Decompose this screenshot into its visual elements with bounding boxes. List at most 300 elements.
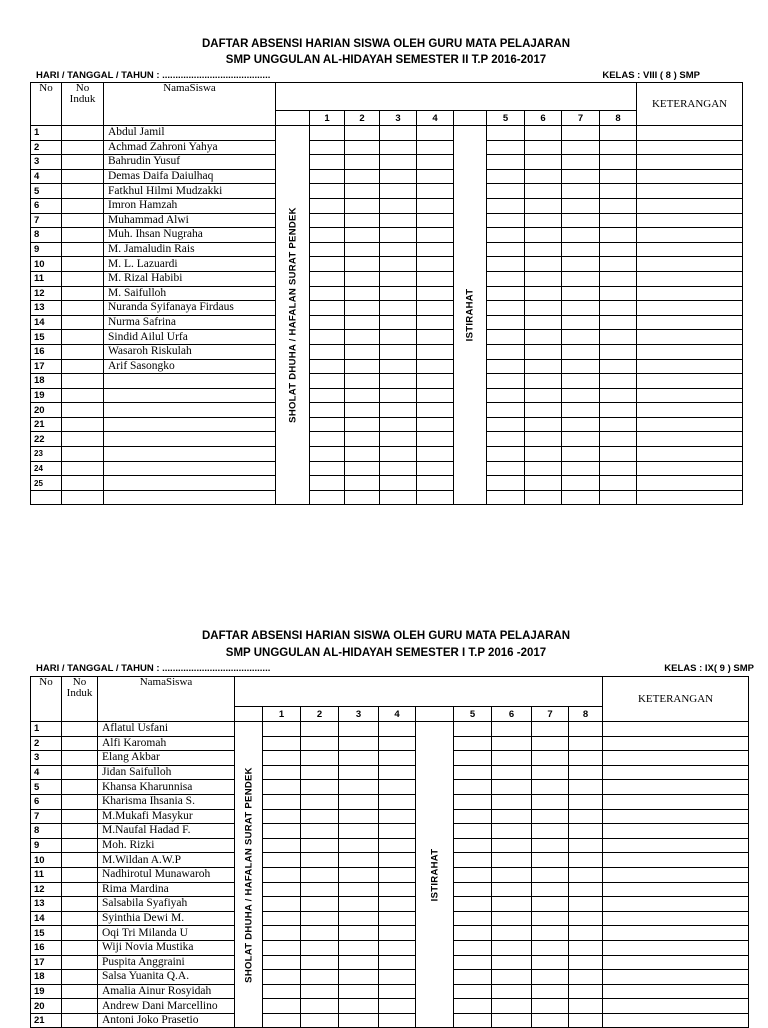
attendance-cell bbox=[417, 126, 454, 141]
attendance-cell bbox=[379, 751, 416, 766]
header-keterangan: KETERANGAN bbox=[603, 677, 749, 722]
attendance-cell bbox=[345, 198, 380, 213]
attendance-cell bbox=[487, 461, 525, 476]
attendance-cell bbox=[569, 722, 603, 737]
row-number: 16 bbox=[31, 344, 62, 359]
attendance-cell bbox=[339, 911, 379, 926]
attendance-cell bbox=[310, 476, 345, 491]
attendance-cell bbox=[310, 169, 345, 184]
table-row bbox=[31, 838, 749, 853]
attendance-cell bbox=[301, 794, 339, 809]
table-row bbox=[31, 1013, 749, 1028]
attendance-cell bbox=[600, 461, 637, 476]
row-number: 22 bbox=[31, 432, 62, 447]
attendance-cell bbox=[562, 242, 600, 257]
attendance-cell bbox=[454, 853, 492, 868]
table-row bbox=[31, 359, 743, 374]
table-row bbox=[31, 999, 749, 1014]
attendance-cell bbox=[492, 794, 532, 809]
attendance-cell bbox=[301, 736, 339, 751]
attendance-cell bbox=[345, 213, 380, 228]
attendance-cell bbox=[532, 780, 569, 795]
attendance-cell bbox=[263, 897, 301, 912]
attendance-cell bbox=[339, 970, 379, 985]
attendance-cell bbox=[532, 809, 569, 824]
attendance-cell bbox=[263, 853, 301, 868]
table-row bbox=[31, 780, 749, 795]
attendance-cell bbox=[532, 838, 569, 853]
no-induk-cell bbox=[62, 824, 98, 839]
table-row bbox=[31, 228, 743, 243]
row-number: 2 bbox=[31, 140, 62, 155]
keterangan-cell bbox=[603, 999, 749, 1014]
attendance-cell bbox=[525, 330, 562, 345]
student-name: M. Jamaludin Rais bbox=[104, 242, 276, 257]
keterangan-cell bbox=[637, 476, 743, 491]
attendance-cell bbox=[339, 853, 379, 868]
attendance-cell bbox=[569, 780, 603, 795]
attendance-cell bbox=[492, 722, 532, 737]
keterangan-cell bbox=[637, 271, 743, 286]
no-induk-cell bbox=[62, 794, 98, 809]
attendance-cell bbox=[379, 780, 416, 795]
attendance-sheet-2 bbox=[30, 590, 754, 1027]
attendance-cell bbox=[301, 824, 339, 839]
attendance-cell bbox=[417, 315, 454, 330]
keterangan-cell bbox=[637, 374, 743, 389]
row-number bbox=[31, 490, 62, 505]
attendance-cell bbox=[380, 315, 417, 330]
attendance-cell bbox=[454, 751, 492, 766]
attendance-cell bbox=[600, 140, 637, 155]
date-label: HARI / TANGGAL / TAHUN : ......................................... bbox=[36, 663, 271, 674]
row-number: 20 bbox=[31, 999, 62, 1014]
attendance-cell bbox=[310, 315, 345, 330]
attendance-cell bbox=[339, 867, 379, 882]
student-name: Nuranda Syifanaya Firdaus bbox=[104, 301, 276, 316]
attendance-cell bbox=[525, 432, 562, 447]
attendance-cell bbox=[301, 984, 339, 999]
table-row bbox=[31, 476, 743, 491]
no-induk-cell bbox=[62, 140, 104, 155]
keterangan-cell bbox=[603, 1013, 749, 1028]
attendance-cell bbox=[310, 432, 345, 447]
row-number: 9 bbox=[31, 838, 62, 853]
attendance-cell bbox=[417, 374, 454, 389]
student-name: Jidan Saifulloh bbox=[98, 765, 235, 780]
attendance-cell bbox=[525, 490, 562, 505]
attendance-cell bbox=[525, 228, 562, 243]
attendance-cell bbox=[454, 897, 492, 912]
attendance-cell bbox=[379, 940, 416, 955]
attendance-cell bbox=[380, 359, 417, 374]
attendance-cell bbox=[562, 286, 600, 301]
attendance-cell bbox=[487, 403, 525, 418]
attendance-cell bbox=[263, 882, 301, 897]
keterangan-cell bbox=[603, 838, 749, 853]
attendance-cell bbox=[487, 432, 525, 447]
attendance-cell bbox=[569, 911, 603, 926]
student-name: Kharisma Ihsania S. bbox=[98, 794, 235, 809]
no-induk-cell bbox=[62, 970, 98, 985]
no-induk-cell bbox=[62, 388, 104, 403]
student-name: Sindid Ailul Urfa bbox=[104, 330, 276, 345]
attendance-cell bbox=[379, 911, 416, 926]
attendance-cell bbox=[301, 867, 339, 882]
keterangan-cell bbox=[637, 359, 743, 374]
table-row bbox=[31, 257, 743, 272]
attendance-cell bbox=[263, 794, 301, 809]
keterangan-cell bbox=[603, 780, 749, 795]
period-number: 1 bbox=[310, 111, 345, 126]
attendance-cell bbox=[525, 184, 562, 199]
attendance-cell bbox=[263, 955, 301, 970]
attendance-cell bbox=[417, 388, 454, 403]
attendance-cell bbox=[454, 926, 492, 941]
attendance-cell bbox=[532, 970, 569, 985]
table-row bbox=[31, 897, 749, 912]
attendance-cell bbox=[417, 286, 454, 301]
attendance-cell bbox=[263, 765, 301, 780]
row-number: 18 bbox=[31, 970, 62, 985]
attendance-cell bbox=[339, 926, 379, 941]
attendance-cell bbox=[600, 374, 637, 389]
table-row bbox=[31, 490, 743, 505]
attendance-cell bbox=[379, 853, 416, 868]
attendance-cell bbox=[380, 301, 417, 316]
attendance-cell bbox=[600, 184, 637, 199]
header-blank-istirahat bbox=[454, 111, 487, 126]
header-no: No bbox=[31, 677, 62, 722]
student-name bbox=[104, 490, 276, 505]
attendance-cell bbox=[345, 417, 380, 432]
row-number: 10 bbox=[31, 853, 62, 868]
student-name: Achmad Zahroni Yahya bbox=[104, 140, 276, 155]
attendance-cell bbox=[562, 301, 600, 316]
attendance-cell bbox=[600, 344, 637, 359]
attendance-cell bbox=[562, 213, 600, 228]
keterangan-cell bbox=[603, 911, 749, 926]
attendance-cell bbox=[417, 155, 454, 170]
table-row bbox=[31, 824, 749, 839]
attendance-cell bbox=[532, 911, 569, 926]
attendance-cell bbox=[263, 751, 301, 766]
attendance-cell bbox=[569, 867, 603, 882]
attendance-cell bbox=[339, 897, 379, 912]
attendance-cell bbox=[339, 780, 379, 795]
attendance-cell bbox=[417, 490, 454, 505]
attendance-cell bbox=[562, 330, 600, 345]
keterangan-cell bbox=[603, 970, 749, 985]
attendance-cell bbox=[562, 461, 600, 476]
attendance-cell bbox=[492, 911, 532, 926]
attendance-cell bbox=[339, 838, 379, 853]
student-name bbox=[104, 388, 276, 403]
student-name: Salsa Yuanita Q.A. bbox=[98, 970, 235, 985]
table-row bbox=[31, 940, 749, 955]
table-row bbox=[31, 794, 749, 809]
attendance-cell bbox=[345, 359, 380, 374]
attendance-cell bbox=[339, 882, 379, 897]
class-label: KELAS : VIII ( 8 ) SMP bbox=[602, 70, 700, 81]
no-induk-cell bbox=[62, 838, 98, 853]
istirahat-column bbox=[454, 126, 487, 505]
no-induk-cell bbox=[62, 344, 104, 359]
attendance-cell bbox=[562, 447, 600, 462]
attendance-cell bbox=[310, 461, 345, 476]
attendance-cell bbox=[487, 126, 525, 141]
table-row bbox=[31, 242, 743, 257]
attendance-cell bbox=[301, 838, 339, 853]
student-name bbox=[104, 476, 276, 491]
attendance-cell bbox=[569, 751, 603, 766]
attendance-cell bbox=[380, 184, 417, 199]
attendance-cell bbox=[492, 882, 532, 897]
attendance-cell bbox=[339, 824, 379, 839]
attendance-cell bbox=[562, 271, 600, 286]
attendance-cell bbox=[379, 765, 416, 780]
attendance-cell bbox=[492, 751, 532, 766]
attendance-cell bbox=[569, 838, 603, 853]
attendance-cell bbox=[525, 242, 562, 257]
attendance-cell bbox=[600, 490, 637, 505]
attendance-cell bbox=[310, 359, 345, 374]
keterangan-cell bbox=[603, 809, 749, 824]
attendance-cell bbox=[525, 286, 562, 301]
attendance-cell bbox=[339, 955, 379, 970]
attendance-cell bbox=[532, 867, 569, 882]
table-row bbox=[31, 955, 749, 970]
attendance-cell bbox=[310, 286, 345, 301]
attendance-cell bbox=[263, 722, 301, 737]
student-name: M.Naufal Hadad F. bbox=[98, 824, 235, 839]
attendance-cell bbox=[345, 461, 380, 476]
keterangan-cell bbox=[603, 765, 749, 780]
no-induk-cell bbox=[62, 926, 98, 941]
no-induk-cell bbox=[62, 867, 98, 882]
attendance-cell bbox=[417, 461, 454, 476]
attendance-cell bbox=[525, 301, 562, 316]
no-induk-cell bbox=[62, 765, 98, 780]
no-induk-cell bbox=[62, 184, 104, 199]
attendance-cell bbox=[417, 198, 454, 213]
table-row bbox=[31, 765, 749, 780]
table-row bbox=[31, 751, 749, 766]
period-number: 6 bbox=[492, 707, 532, 722]
attendance-cell bbox=[417, 184, 454, 199]
keterangan-cell bbox=[637, 403, 743, 418]
table-row bbox=[31, 417, 743, 432]
table-row bbox=[31, 374, 743, 389]
table-row bbox=[31, 330, 743, 345]
attendance-cell bbox=[310, 140, 345, 155]
attendance-cell bbox=[487, 417, 525, 432]
attendance-cell bbox=[380, 476, 417, 491]
attendance-cell bbox=[417, 169, 454, 184]
attendance-cell bbox=[379, 882, 416, 897]
keterangan-cell bbox=[603, 882, 749, 897]
attendance-cell bbox=[380, 169, 417, 184]
keterangan-cell bbox=[637, 490, 743, 505]
attendance-cell bbox=[569, 736, 603, 751]
row-number: 13 bbox=[31, 301, 62, 316]
attendance-cell bbox=[454, 955, 492, 970]
attendance-cell bbox=[454, 940, 492, 955]
attendance-cell bbox=[532, 794, 569, 809]
attendance-cell bbox=[380, 242, 417, 257]
attendance-cell bbox=[339, 1013, 379, 1028]
student-name: Rima Mardina bbox=[98, 882, 235, 897]
attendance-cell bbox=[417, 403, 454, 418]
table-row bbox=[31, 184, 743, 199]
attendance-cell bbox=[487, 155, 525, 170]
attendance-cell bbox=[562, 140, 600, 155]
student-name bbox=[104, 374, 276, 389]
no-induk-cell bbox=[62, 809, 98, 824]
attendance-cell bbox=[600, 169, 637, 184]
student-name: Elang Akbar bbox=[98, 751, 235, 766]
attendance-cell bbox=[301, 1013, 339, 1028]
attendance-cell bbox=[339, 984, 379, 999]
keterangan-cell bbox=[603, 955, 749, 970]
attendance-cell bbox=[454, 838, 492, 853]
attendance-cell bbox=[263, 984, 301, 999]
attendance-cell bbox=[310, 403, 345, 418]
attendance-cell bbox=[569, 897, 603, 912]
attendance-cell bbox=[345, 169, 380, 184]
row-number: 16 bbox=[31, 940, 62, 955]
attendance-cell bbox=[380, 447, 417, 462]
attendance-cell bbox=[345, 140, 380, 155]
attendance-cell bbox=[532, 897, 569, 912]
attendance-cell bbox=[569, 882, 603, 897]
attendance-cell bbox=[525, 417, 562, 432]
attendance-cell bbox=[600, 388, 637, 403]
row-number: 25 bbox=[31, 476, 62, 491]
attendance-cell bbox=[345, 271, 380, 286]
no-induk-cell bbox=[62, 461, 104, 476]
attendance-cell bbox=[525, 155, 562, 170]
attendance-sheet-1 bbox=[30, 0, 742, 520]
table-row bbox=[31, 984, 749, 999]
attendance-cell bbox=[562, 184, 600, 199]
attendance-cell bbox=[417, 301, 454, 316]
header-no-induk: No Induk bbox=[62, 83, 104, 126]
student-name: Wasaroh Riskulah bbox=[104, 344, 276, 359]
attendance-cell bbox=[525, 374, 562, 389]
istirahat-label: ISTIRAHAT bbox=[464, 288, 476, 342]
keterangan-cell bbox=[637, 228, 743, 243]
attendance-cell bbox=[301, 999, 339, 1014]
attendance-cell bbox=[310, 271, 345, 286]
attendance-cell bbox=[492, 809, 532, 824]
no-induk-cell bbox=[62, 955, 98, 970]
attendance-cell bbox=[600, 447, 637, 462]
keterangan-cell bbox=[637, 198, 743, 213]
attendance-cell bbox=[525, 315, 562, 330]
row-number: 9 bbox=[31, 242, 62, 257]
no-induk-cell bbox=[62, 315, 104, 330]
attendance-cell bbox=[600, 257, 637, 272]
attendance-cell bbox=[562, 359, 600, 374]
attendance-cell bbox=[310, 213, 345, 228]
no-induk-cell bbox=[62, 853, 98, 868]
attendance-cell bbox=[600, 476, 637, 491]
attendance-cell bbox=[380, 490, 417, 505]
attendance-cell bbox=[263, 926, 301, 941]
no-induk-cell bbox=[62, 359, 104, 374]
table-row bbox=[31, 809, 749, 824]
attendance-cell bbox=[454, 970, 492, 985]
attendance-cell bbox=[345, 155, 380, 170]
student-name: Bahrudin Yusuf bbox=[104, 155, 276, 170]
student-name bbox=[104, 447, 276, 462]
attendance-cell bbox=[310, 490, 345, 505]
attendance-cell bbox=[525, 198, 562, 213]
attendance-cell bbox=[345, 242, 380, 257]
header-nama-siswa: NamaSiswa bbox=[104, 83, 276, 126]
keterangan-cell bbox=[637, 330, 743, 345]
attendance-cell bbox=[263, 824, 301, 839]
attendance-cell bbox=[532, 984, 569, 999]
attendance-cell bbox=[569, 940, 603, 955]
row-number: 3 bbox=[31, 155, 62, 170]
attendance-cell bbox=[487, 184, 525, 199]
attendance-cell bbox=[417, 242, 454, 257]
table-row bbox=[31, 867, 749, 882]
attendance-cell bbox=[569, 853, 603, 868]
attendance-cell bbox=[525, 271, 562, 286]
row-number: 21 bbox=[31, 1013, 62, 1028]
table-row bbox=[31, 271, 743, 286]
row-number: 11 bbox=[31, 271, 62, 286]
attendance-cell bbox=[569, 809, 603, 824]
row-number: 23 bbox=[31, 447, 62, 462]
attendance-cell bbox=[380, 417, 417, 432]
no-induk-cell bbox=[62, 722, 98, 737]
attendance-cell bbox=[301, 780, 339, 795]
attendance-cell bbox=[310, 257, 345, 272]
attendance-cell bbox=[600, 213, 637, 228]
keterangan-cell bbox=[603, 940, 749, 955]
attendance-cell bbox=[492, 765, 532, 780]
row-number: 6 bbox=[31, 198, 62, 213]
header-periods-group bbox=[276, 83, 637, 111]
table-row bbox=[31, 213, 743, 228]
attendance-cell bbox=[417, 417, 454, 432]
row-number: 24 bbox=[31, 461, 62, 476]
keterangan-cell bbox=[603, 824, 749, 839]
no-induk-cell bbox=[62, 271, 104, 286]
attendance-cell bbox=[492, 897, 532, 912]
attendance-cell bbox=[263, 838, 301, 853]
table-row bbox=[31, 447, 743, 462]
attendance-cell bbox=[492, 999, 532, 1014]
attendance-cell bbox=[301, 722, 339, 737]
date-label: HARI / TANGGAL / TAHUN : ......................................... bbox=[36, 70, 271, 81]
keterangan-cell bbox=[603, 867, 749, 882]
attendance-cell bbox=[345, 403, 380, 418]
attendance-cell bbox=[525, 213, 562, 228]
keterangan-cell bbox=[603, 722, 749, 737]
student-name: Moh. Rizki bbox=[98, 838, 235, 853]
student-name: M. Saifulloh bbox=[104, 286, 276, 301]
no-induk-cell bbox=[62, 999, 98, 1014]
attendance-cell bbox=[562, 417, 600, 432]
attendance-cell bbox=[532, 853, 569, 868]
row-number: 1 bbox=[31, 722, 62, 737]
attendance-cell bbox=[380, 461, 417, 476]
